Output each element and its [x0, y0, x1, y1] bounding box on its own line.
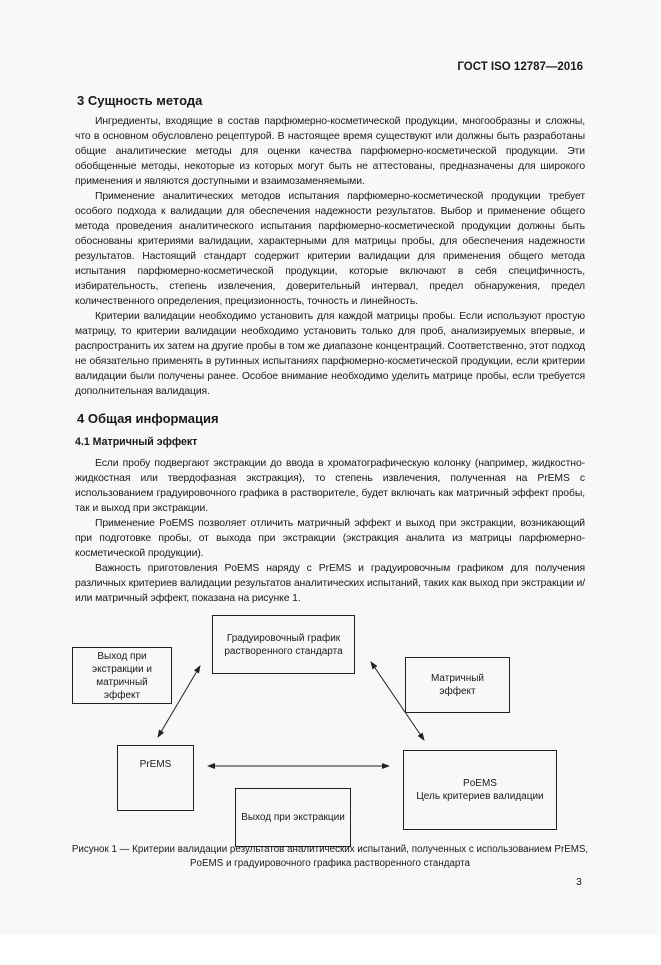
box-label: Матричный эффект [430, 673, 485, 697]
box-calibration-curve [212, 615, 355, 674]
caption-line: PoEMS и градуировочного графика растворенного стандарта [190, 858, 470, 869]
lower-area [0, 30, 661, 965]
box-poems [403, 750, 557, 830]
paragraph: Важность приготовления PoEMS наряду с PrEMS и градуировочным графиком для получения различных критериев валидации результатов аналитических испытаний, таких как выход при экстракции и/или матричный эффект, показана на рисунке 1. [75, 563, 585, 604]
document-id: ГОСТ ISO 12787—2016 [457, 61, 583, 73]
paragraph: Применение аналитических методов испытания парфюмерно-косметической продукции требует особого подхода к валидации для обеспечения надежности результатов. Выбор и применение общего метода проведения аналитического испытания парфюмерно-косметической продукции должны быть обоснованы критериями валидации, характерными для матрицы пробы, для обеспечения надежности результатов. Настоящий стандарт содержит критерии валидации для применения общего метода испытания парфюмерно-косметической продукции, которые включают в себя специфичность, избирательность, степень извлечения, доверительный интервал, предел обнаружения, предел количественного определения, прецизионность, точность и линейность. [75, 191, 585, 307]
box-label: PrEMS [139, 759, 172, 770]
paragraph: Ингредиенты, входящие в состав парфюмерно-косметической продукции, многообразны и сложны, что в основном обусловлено рецептурой. В настоящее время существуют или должны быть разработаны общие аналитические методы для оценки качества парфюмерно-косметической продукции. Эти обобщенные методы, некоторые из которых могут быть не аттестованы, предназначены для широкого применения и являются доступными и взаимозаменяемыми. [75, 116, 585, 187]
figure-caption [30, 843, 630, 871]
section-4-title: 4 Общая информация [77, 411, 219, 426]
box-label: Градуировочный график растворенного стандарта [224, 632, 343, 657]
paragraph: Критерии валидации необходимо установить для каждой матрицы пробы. Если используют простую матрицу, то критерии валидации необходимо установить только для проб, анализируемых впервые, и распространить их затем на другие пробы в том же диапазоне концентраций. Соответственно, этот подход не обязательно применять в рутинных испытаниях парфюмерно-косметической продукции, если критерии валидации были получены ранее. Особое внимание необходимо уделить матрице пробы, если требуется дополнительная валидация. [75, 311, 585, 397]
box-yield-and-matrix-effect [72, 647, 172, 704]
caption-line: Рисунок 1 — Критерии валидации результатов аналитических испытаний, полученных с использованием PrEMS, [71, 844, 589, 855]
section-3-title: 3 Сущность метода [77, 93, 203, 108]
box-label: PoEMS [463, 778, 497, 789]
paragraph: Применение PoEMS позволяет отличить матричный эффект и выход при экстракции, возникающий при подготовке пробы, от выхода при экстракции (экстракция аналита из матрицы парфюмерно-косметической продукции). [75, 518, 585, 559]
box-label: Выход при экстракции [241, 812, 345, 823]
box-prems [117, 745, 194, 811]
box-matrix-effect [405, 657, 510, 713]
subsection-4-1-title: 4.1 Матричный эффект [75, 436, 198, 448]
box-label: Выход при экстракции и матричный эффект [92, 650, 152, 701]
box-sublabel: Цель критериев валидации [416, 791, 544, 802]
paragraph: Если пробу подвергают экстракции до ввода в хроматографическую колонку (например, жидкостно-жидкостная или твердофазная экстракция), то степень извлечения, полученная на PrEMS с использованием градуировочного графика в растворителе, будет включать как матричный эффект пробы, так и выход при экстракции. [75, 458, 585, 514]
box-extraction-yield [235, 788, 351, 847]
figure-1-diagram [0, 30, 661, 965]
page-number: 3 [576, 876, 582, 888]
